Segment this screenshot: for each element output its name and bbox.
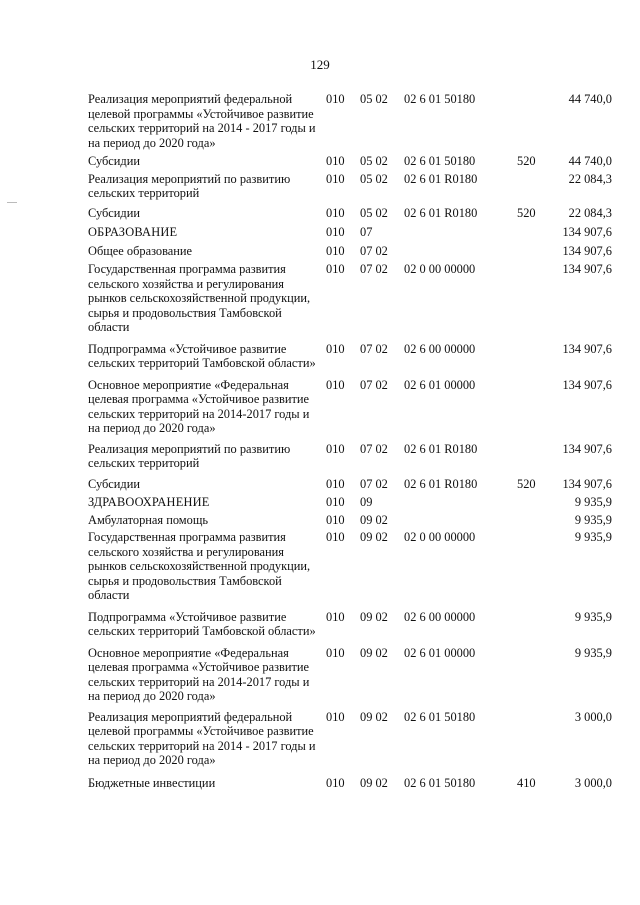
- row-gr: 010: [326, 441, 345, 456]
- row-sum: 134 907,6: [562, 341, 612, 356]
- row-name: Государственная программа развития сельского хозяйства и регулирования рынков сельскохозяйственной продукции, сырья и продовольствия Тамбовской области: [88, 530, 311, 602]
- row-sum: 3 000,0: [574, 709, 612, 724]
- row-vr: 520: [517, 476, 536, 491]
- row-rz: 05 02: [360, 154, 388, 168]
- row-gr: 010: [326, 92, 345, 106]
- row-rz: 07 02: [360, 262, 388, 276]
- row-rz: 07 02: [360, 377, 388, 392]
- row-sum: 134 907,6: [562, 243, 612, 258]
- row-name: ЗДРАВООХРАНЕНИЕ: [88, 495, 210, 509]
- row-cs: 02 6 01 00000: [404, 645, 476, 660]
- row-cs: 02 0 00 00000: [404, 530, 476, 544]
- row-name: Амбулаторная помощь: [88, 512, 209, 527]
- row-sum: 134 907,6: [562, 377, 612, 392]
- margin-mark: [7, 202, 17, 203]
- row-cs: 02 6 01 R0180: [404, 171, 478, 186]
- row-gr: 010: [326, 171, 345, 186]
- row-vr: 520: [517, 205, 536, 220]
- row-gr: 010: [326, 645, 345, 660]
- page-number: 129: [310, 57, 330, 72]
- table-row: [88, 154, 612, 169]
- table-row: [88, 610, 612, 639]
- row-gr: 010: [326, 225, 345, 239]
- row-gr: 010: [326, 476, 345, 491]
- row-name: ОБРАЗОВАНИЕ: [88, 225, 178, 239]
- row-name: Общее образование: [88, 243, 193, 258]
- row-gr: 010: [326, 512, 345, 527]
- row-sum: 22 084,3: [568, 171, 612, 186]
- table-row: [88, 513, 612, 528]
- row-gr: 010: [326, 243, 345, 258]
- table-row: [88, 776, 612, 791]
- table-row: [88, 378, 612, 436]
- row-cs: 02 0 00 00000: [404, 262, 476, 276]
- table-row: [88, 442, 612, 471]
- row-name: Основное мероприятие «Федеральная целевая программа «Устойчивое развитие сельских территорий на 2014-2017 годы и на период до 2020 года»: [88, 645, 310, 703]
- row-name: Подпрограмма «Устойчивое развитие сельских территорий Тамбовской области»: [88, 609, 316, 638]
- table-row: [88, 646, 612, 704]
- row-sum: 9 935,9: [574, 495, 612, 509]
- row-rz: 09 02: [360, 530, 388, 544]
- table-row: [88, 262, 612, 335]
- table-row: [88, 172, 612, 201]
- row-sum: 9 935,9: [574, 512, 612, 527]
- row-rz: 07 02: [360, 341, 388, 356]
- row-name: Государственная программа развития сельского хозяйства и регулирования рынков сельскохозяйственной продукции, сырья и продовольствия Тамбовской области: [88, 262, 311, 334]
- row-rz: 07 02: [360, 243, 388, 258]
- row-gr: 010: [326, 530, 345, 544]
- table-row: [88, 92, 612, 150]
- row-gr: 010: [326, 205, 345, 220]
- table-row: [88, 530, 612, 603]
- row-name: Субсидии: [88, 476, 140, 491]
- budget-table: [88, 92, 612, 790]
- row-rz: 09 02: [360, 709, 388, 724]
- row-sum: 134 907,6: [562, 441, 612, 456]
- row-rz: 09 02: [360, 609, 388, 624]
- row-rz: 09: [360, 495, 373, 509]
- row-cs: 02 6 01 50180: [404, 92, 476, 106]
- row-vr: 520: [517, 154, 536, 168]
- row-rz: 09 02: [360, 645, 388, 660]
- row-rz: 07 02: [360, 441, 388, 456]
- row-rz: 09 02: [360, 512, 388, 527]
- row-rz: 07 02: [360, 476, 388, 491]
- row-name: Реализация мероприятий по развитию сельских территорий: [88, 441, 291, 470]
- row-name: Бюджетные инвестиции: [88, 775, 216, 790]
- row-sum: 9 935,9: [574, 609, 612, 624]
- row-rz: 05 02: [360, 205, 388, 220]
- row-rz: 05 02: [360, 171, 388, 186]
- row-sum: 9 935,9: [574, 645, 612, 660]
- row-sum: 44 740,0: [568, 154, 612, 168]
- row-cs: 02 6 01 R0180: [404, 476, 478, 491]
- row-gr: 010: [326, 609, 345, 624]
- row-sum: 134 907,6: [562, 225, 612, 239]
- row-gr: 010: [326, 341, 345, 356]
- row-gr: 010: [326, 262, 345, 276]
- row-sum: 22 084,3: [568, 205, 612, 220]
- row-gr: 010: [326, 775, 345, 790]
- row-name: Субсидии: [88, 205, 140, 220]
- table-row: [88, 244, 612, 259]
- row-cs: 02 6 01 00000: [404, 377, 476, 392]
- row-rz: 05 02: [360, 92, 388, 106]
- row-cs: 02 6 00 00000: [404, 609, 476, 624]
- row-name: Реализация мероприятий по развитию сельских территорий: [88, 171, 291, 200]
- row-name: Подпрограмма «Устойчивое развитие сельских территорий Тамбовской области»: [88, 341, 316, 370]
- row-rz: 07: [360, 225, 373, 239]
- table-row: [88, 477, 612, 492]
- row-cs: 02 6 01 R0180: [404, 441, 478, 456]
- row-name: Субсидии: [88, 154, 140, 168]
- row-cs: 02 6 01 50180: [404, 154, 476, 168]
- row-sum: 134 907,6: [562, 262, 612, 276]
- table-row: [88, 206, 612, 221]
- row-name: Основное мероприятие «Федеральная целевая программа «Устойчивое развитие сельских территорий на 2014-2017 годы и на период до 2020 года»: [88, 377, 310, 435]
- row-sum: 3 000,0: [574, 775, 612, 790]
- row-gr: 010: [326, 377, 345, 392]
- row-gr: 010: [326, 495, 345, 509]
- row-name: Реализация мероприятий федеральной целевой программы «Устойчивое развитие сельских территорий на 2014 - 2017 годы и на период до 2020 года»: [88, 92, 316, 150]
- row-cs: 02 6 00 00000: [404, 341, 476, 356]
- table-row: [88, 495, 612, 510]
- row-sum: 44 740,0: [568, 92, 612, 106]
- row-name: Реализация мероприятий федеральной целевой программы «Устойчивое развитие сельских территорий на 2014 - 2017 годы и на период до 2020 года»: [88, 709, 316, 767]
- row-rz: 09 02: [360, 775, 388, 790]
- table-row: [88, 225, 612, 240]
- row-cs: 02 6 01 R0180: [404, 205, 478, 220]
- table-row: [88, 342, 612, 371]
- row-gr: 010: [326, 154, 345, 168]
- row-gr: 010: [326, 709, 345, 724]
- row-sum: 134 907,6: [562, 476, 612, 491]
- row-cs: 02 6 01 50180: [404, 775, 476, 790]
- row-sum: 9 935,9: [574, 530, 612, 544]
- row-cs: 02 6 01 50180: [404, 709, 476, 724]
- row-vr: 410: [517, 775, 536, 790]
- table-row: [88, 710, 612, 768]
